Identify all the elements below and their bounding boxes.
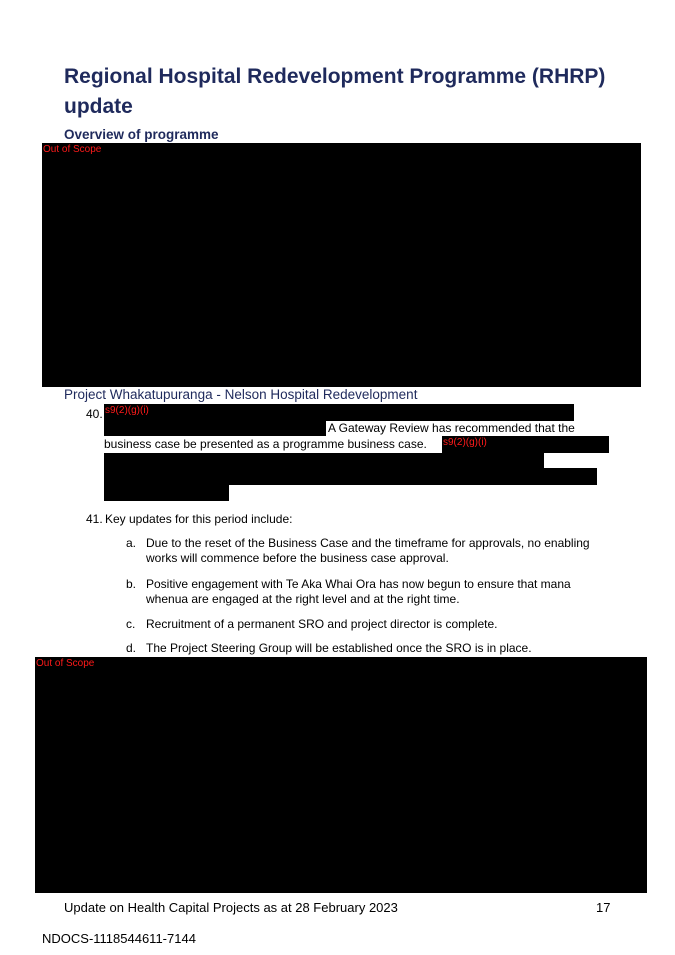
document-id: NDOCS-1118544611-7144	[42, 931, 196, 946]
redaction-p40-line2	[104, 421, 326, 436]
para-40-text2-span: business case be presented as a programme business case.	[104, 437, 427, 451]
update-marker-d: d.	[126, 641, 137, 655]
para-40-text1-span: A Gateway Review has recommended that the	[328, 421, 575, 435]
para-40-text1	[328, 421, 575, 436]
update-b-line2: whenua are engaged at the right level and at the right time.	[146, 592, 460, 606]
redaction-p40-line1	[104, 404, 574, 421]
update-marker-a: a.	[126, 536, 137, 550]
para-40-text2	[104, 437, 427, 452]
update-a-line2: works will commence before the business case approval.	[146, 551, 449, 565]
redaction-block-bottom	[35, 657, 647, 893]
para-41-text: Key updates for this period include:	[105, 512, 293, 526]
redaction-p40-line5	[104, 468, 597, 485]
redaction-p40-line6	[104, 485, 229, 501]
footer-text: Update on Health Capital Projects as at 28 February 2023	[64, 900, 398, 915]
redaction-label-p40: s9(2)(g)(i)	[105, 405, 149, 416]
update-a-line1: Due to the reset of the Business Case and the timeframe for approvals, no enabling	[146, 536, 590, 550]
redaction-p40-line4	[104, 453, 544, 468]
redaction-label-bottom: Out of Scope	[36, 658, 95, 669]
para-40-number: 40.	[86, 407, 103, 421]
project-heading: Project Whakatupuranga - Nelson Hospital Redevelopment	[64, 387, 418, 402]
update-d-line1: The Project Steering Group will be established once the SRO is in place.	[146, 641, 532, 655]
update-c-line1: Recruitment of a permanent SRO and project director is complete.	[146, 617, 498, 631]
update-b-line1: Positive engagement with Te Aka Whai Ora has now begun to ensure that mana	[146, 577, 571, 591]
page-title: Regional Hospital Redevelopment Programme (RHRP) update	[64, 65, 606, 118]
redaction-block-top	[42, 143, 641, 387]
redaction-label-top: Out of Scope	[43, 144, 102, 155]
section-heading: Overview of programme	[64, 127, 219, 142]
update-marker-c: c.	[126, 617, 136, 631]
update-marker-b: b.	[126, 577, 137, 591]
para-41-number: 41.	[86, 512, 103, 526]
page-number: 17	[596, 900, 611, 915]
redaction-label-p40b: s9(2)(g)(i)	[443, 437, 487, 448]
